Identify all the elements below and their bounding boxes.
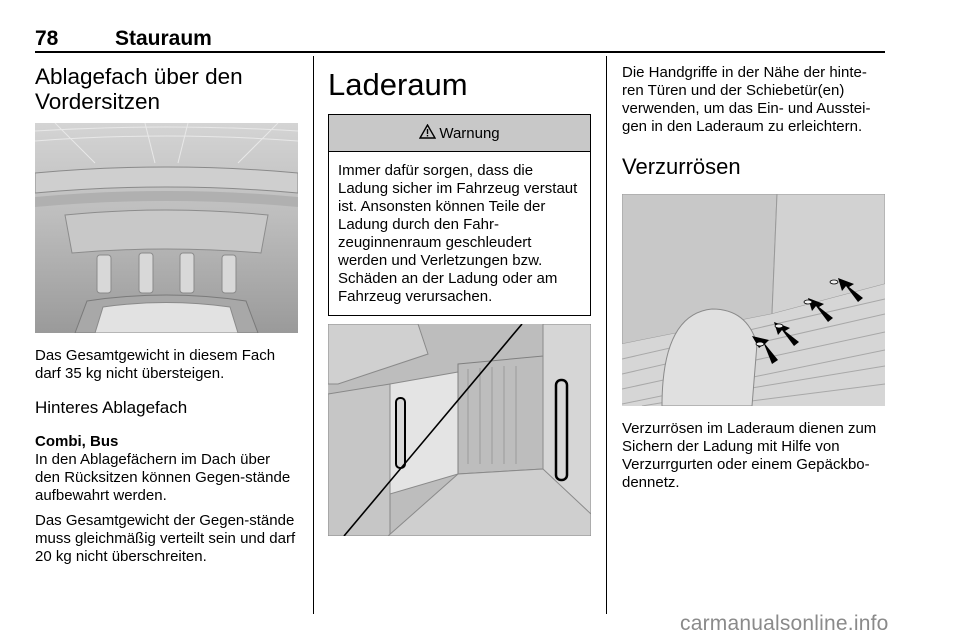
warning-title: Warnung [439, 124, 500, 142]
overhead-storage-caption: Das Gesamtgewicht in diesem Fach darf 35 kg nicht übersteigen. [35, 347, 276, 382]
tie-down-eyes-illustration [622, 194, 885, 406]
overhead-storage-illustration [35, 123, 298, 333]
heading-cargo-area: Laderaum [328, 67, 468, 102]
handles-text: Die Handgriffe in der Nähe der hinte-ren Türen und der Schiebetür(en) verwenden, um das Ein- und Ausstei-gen in den Laderaum zu erleichtern. [622, 64, 871, 135]
variant-label: Combi, Bus [35, 433, 119, 450]
left-column [35, 64, 299, 566]
column-divider-left [313, 56, 314, 614]
watermark: carmanualsonline.info [680, 612, 889, 635]
warning-text: Immer dafür sorgen, dass die Ladung sicher im Fahrzeug verstaut ist. Ansonsten können Teile der Ladung durch den Fahr-zeuginnenraum geschleudert werden und Verletzungen bzw. Schäden an der Ladung oder am Fahrzeug verursachen. [338, 162, 578, 305]
heading-rear-storage: Hinteres Ablagefach [35, 398, 188, 417]
heading-overhead-storage: Ablagefach über den Vordersitzen [35, 64, 243, 114]
middle-column [328, 64, 592, 536]
rear-storage-text-1: In den Ablagefächern im Dach über den Rücksitzen können Gegen-stände aufbewahrt werden. [35, 451, 291, 504]
rear-storage-text-2: Das Gesamtgewicht der Gegen-stände muss gleichmäßig verteilt sein und darf 20 kg nicht überschreiten. [35, 512, 296, 565]
section-title: Stauraum [115, 27, 212, 50]
tie-down-eyes-caption: Verzurrösen im Laderaum dienen zum Sichern der Ladung mit Hilfe von Verzurrgurten oder einem Gepäckbo-dennetz. [622, 420, 877, 491]
cargo-area-illustration [328, 324, 591, 536]
warning-header [329, 115, 590, 152]
header-rule [35, 51, 885, 53]
warning-triangle-icon [419, 124, 436, 143]
column-divider-right [606, 56, 607, 614]
right-column [622, 64, 887, 492]
page-number: 78 [35, 27, 59, 50]
warning-body [329, 152, 590, 315]
warning-box [328, 114, 591, 316]
heading-tie-down-eyes: Verzurrösen [622, 154, 741, 179]
